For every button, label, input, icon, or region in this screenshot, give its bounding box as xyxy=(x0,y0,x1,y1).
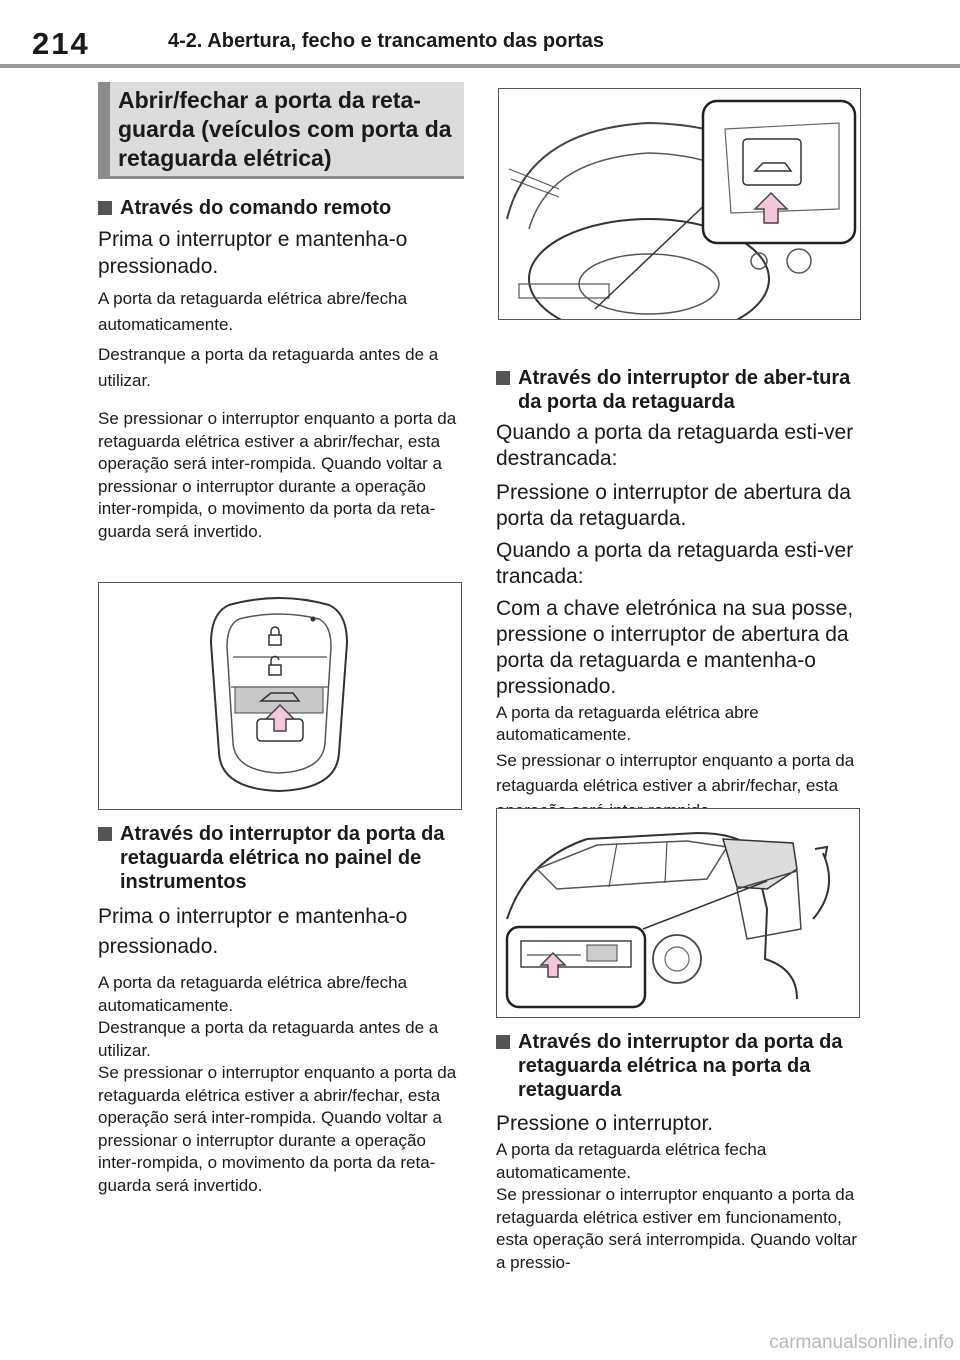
key-fob-drawing xyxy=(99,583,461,809)
opener-unlocked-action: Pressione o interruptor de abertura da porta da retaguarda. xyxy=(496,481,851,530)
key-fob-illustration xyxy=(98,582,462,810)
opener-locked-action: Com a chave eletrónica na sua posse, pressione o interruptor de abertura da porta da retaguarda e mantenha-o pressionado. xyxy=(496,597,854,698)
remote-instruction: Prima o interruptor e mantenha-o pressionado. xyxy=(98,228,408,278)
section-title: Abrir/fechar a porta da reta-guarda (veículos com porta da retaguarda elétrica) xyxy=(118,87,452,171)
dash-note-3: Se pressionar o interruptor enquanto a porta da retaguarda elétrica estiver a abrir/fechar, esta operação será inter-rompida. Quando voltar a pressionar o interruptor durante a operação inter-rompida, o movimento da porta da reta-guarda será invertido. xyxy=(98,1063,457,1195)
tailgate-opener-illustration xyxy=(496,808,860,1018)
square-bullet-icon xyxy=(496,1035,510,1049)
dash-switch-section xyxy=(98,822,464,1197)
watermark: carmanualsonline.info xyxy=(769,1332,954,1353)
section-heading-box xyxy=(98,82,464,179)
door-instruction: Pressione o interruptor. xyxy=(496,1112,714,1135)
dashboard-switch-illustration xyxy=(498,88,861,320)
opener-locked-condition: Quando a porta da retaguarda esti-ver trancada: xyxy=(496,539,854,588)
section-heading-bar xyxy=(98,82,110,176)
opener-unlocked-condition: Quando a porta da retaguarda esti-ver destrancada: xyxy=(496,421,854,470)
opener-heading: Através do interruptor de aber-tura da porta da retaguarda xyxy=(496,366,861,414)
chapter-title: 4-2. Abertura, fecho e trancamento das portas xyxy=(168,30,605,52)
square-bullet-icon xyxy=(98,827,112,841)
door-note-1: A porta da retaguarda elétrica fecha automaticamente. xyxy=(496,1140,767,1182)
door-heading: Através do interruptor da porta da retaguarda elétrica na porta da retaguarda xyxy=(496,1030,861,1102)
door-switch-section xyxy=(496,1030,861,1274)
square-bullet-icon xyxy=(98,201,112,215)
square-bullet-icon xyxy=(496,371,510,385)
remote-note-1: A porta da retaguarda elétrica abre/fecha automaticamente. xyxy=(98,289,408,334)
dash-note-1: A porta da retaguarda elétrica abre/fecha automaticamente. xyxy=(98,973,408,1015)
page-number: 214 xyxy=(32,26,90,61)
remote-note-3: Se pressionar o interruptor enquanto a porta da retaguarda elétrica estiver a abrir/fechar, esta operação será inter-rompida. Quando voltar a pressionar o interruptor durante a operação inter-rompida, o movimento da porta da reta-guarda será invertido. xyxy=(98,409,457,541)
opener-note-2: Se pressionar o interruptor enquanto a porta da retaguarda elétrica estiver a abrir/fechar, esta xyxy=(496,751,855,795)
remote-note-2: Destranque a porta da retaguarda antes de a utilizar. xyxy=(98,345,439,390)
dash-note-2: Destranque a porta da retaguarda antes de a utilizar. xyxy=(98,1018,439,1060)
dashboard-drawing xyxy=(499,89,860,319)
dash-instruction: Prima o interruptor e mantenha-o pressionado. xyxy=(98,905,408,958)
dash-heading: Através do interruptor da porta da retaguarda elétrica no painel de instrumentos xyxy=(98,822,464,894)
remote-heading: Através do comando remoto xyxy=(98,196,464,220)
car-rear-drawing xyxy=(497,809,859,1017)
header-rule xyxy=(0,64,960,68)
door-note-2: Se pressionar o interruptor enquanto a porta da retaguarda elétrica estiver em funcionamento, esta operação será interrompida. Quando voltar a pressio- xyxy=(496,1185,857,1272)
left-column xyxy=(98,196,464,543)
opener-note-1: A porta da retaguarda elétrica abre automaticamente. xyxy=(496,703,759,744)
right-column xyxy=(496,366,861,823)
